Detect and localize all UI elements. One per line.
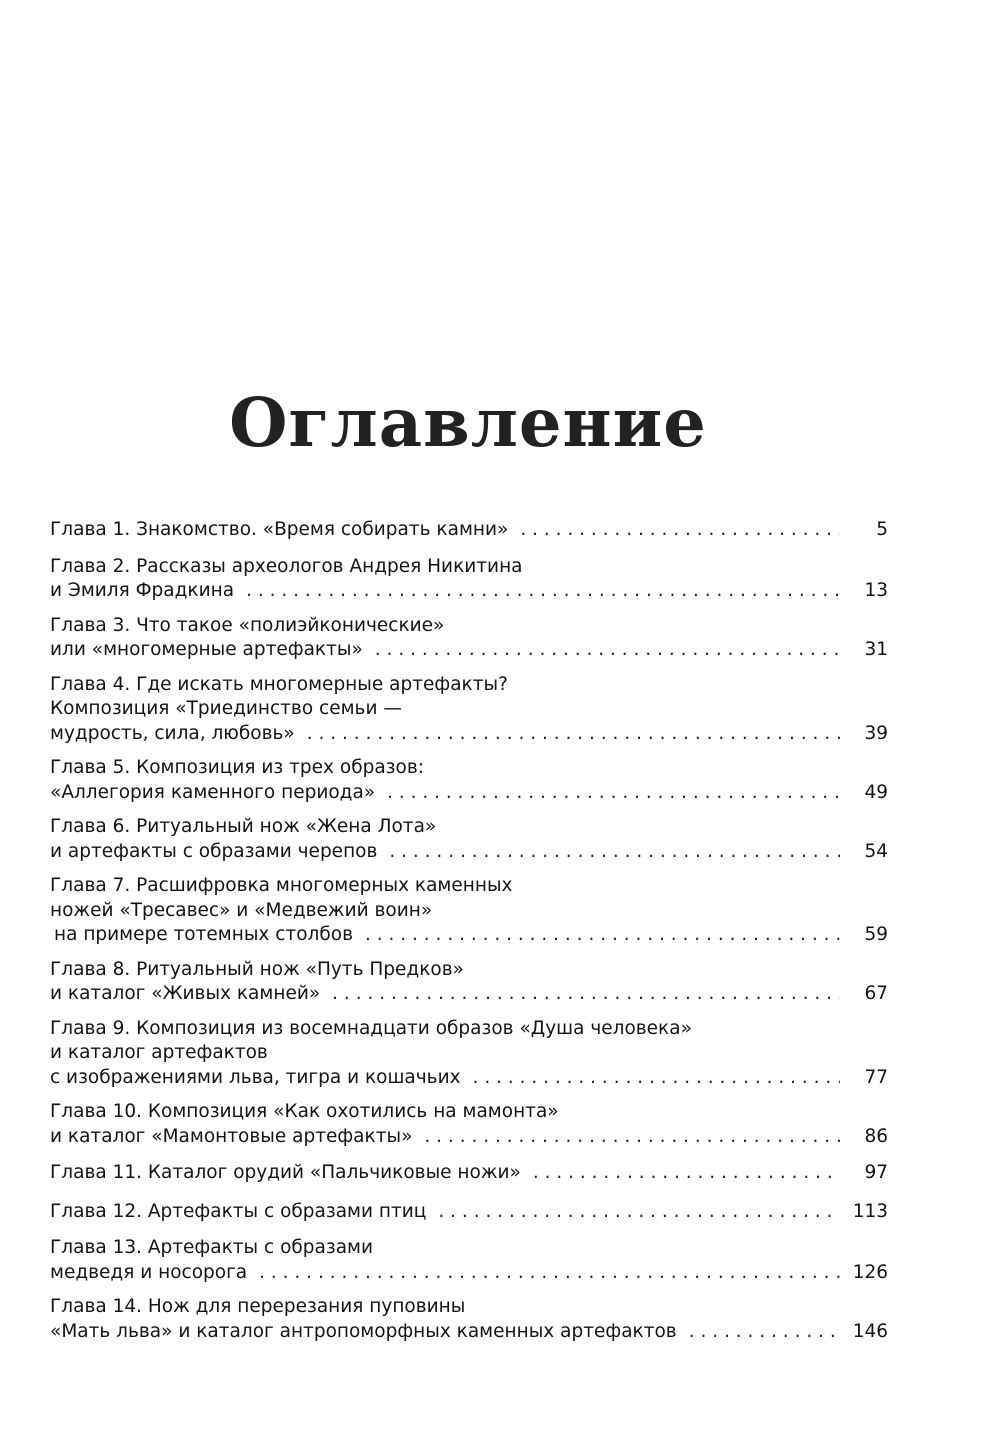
toc-entry-13: [50, 1236, 888, 1285]
toc-entry-text: Глава 6. Ритуальный нож «Жена Лота»: [50, 816, 437, 837]
toc-entry-text: Глава 12. Артефакты с образами птиц: [50, 1200, 427, 1222]
dot-leader: [307, 722, 840, 747]
toc-entry-text: Глава 14. Нож для перерезания пуповины: [50, 1296, 466, 1317]
toc-entry-text: Глава 5. Композиция из трех образов:: [50, 757, 424, 778]
toc-entry-page: 97: [864, 1162, 888, 1183]
dot-leader: [387, 781, 840, 806]
dot-leader: [424, 1125, 840, 1150]
toc-entry-text: Глава 13. Артефакты с образами: [50, 1237, 374, 1258]
dot-leader: [332, 982, 840, 1007]
toc-entry-text: медведя и носорога: [50, 1261, 248, 1283]
toc-entry-page: 146: [852, 1320, 888, 1342]
toc-entry-page: 13: [864, 580, 888, 601]
dot-leader: [438, 1200, 840, 1225]
dot-leader: [520, 518, 840, 543]
toc-entry-text: Композиция «Триединство семьи —: [50, 698, 402, 719]
toc-entry-3: [50, 614, 888, 663]
dot-leader: [246, 579, 840, 604]
toc-entry-text: Глава 7. Расшифровка многомерных каменных: [50, 875, 513, 896]
toc-entry-text: или «многомерные артефакты»: [50, 639, 363, 660]
toc-entry-text: Глава 4. Где искать многомерные артефакты?: [50, 673, 508, 695]
table-of-contents: [50, 516, 888, 1342]
toc-entry-text: «Мать льва» и каталог антропоморфных каменных артефактов: [50, 1320, 677, 1342]
toc-entry-page: 5: [876, 519, 888, 540]
toc-entry-page: 54: [864, 840, 888, 862]
dot-leader: [259, 1261, 840, 1286]
toc-entry-4: [50, 673, 888, 747]
dot-leader: [365, 923, 840, 948]
toc-entry-page: 126: [852, 1261, 888, 1283]
toc-entry-text: ножей «Тресавес» и «Медвежий воин»: [50, 899, 433, 921]
toc-entry-page: 86: [864, 1125, 888, 1147]
toc-entry-text: с изображениями льва, тигра и кошачьих: [50, 1066, 461, 1088]
toc-entry-text: и каталог «Живых камней»: [50, 983, 321, 1004]
toc-entry-2: [50, 555, 888, 604]
dot-leader: [533, 1161, 840, 1186]
toc-entry-text: «Аллегория каменного периода»: [50, 781, 376, 803]
dot-leader: [689, 1320, 840, 1345]
toc-entry-text: на примере тотемных столбов: [54, 924, 353, 945]
toc-entry-text: и каталог артефактов: [50, 1042, 268, 1063]
toc-entry-page: 77: [864, 1066, 888, 1088]
toc-entry-10: [50, 1100, 888, 1149]
toc-entry-text: Глава 11. Каталог орудий «Пальчиковые ножи»: [50, 1162, 521, 1183]
dot-leader: [473, 1066, 840, 1091]
dot-leader: [375, 638, 840, 663]
toc-entry-12: [50, 1200, 888, 1225]
toc-entry-page: 31: [864, 639, 888, 660]
toc-entry-11: [50, 1161, 888, 1186]
toc-entry-5: [50, 756, 888, 805]
dot-leader: [389, 840, 840, 865]
toc-entry-page: 39: [864, 722, 888, 744]
toc-entry-text: Глава 3. Что такое «полиэйконические»: [50, 614, 445, 636]
toc-entry-text: Глава 9. Композиция из восемнадцати образов «Душа человека»: [50, 1017, 692, 1039]
toc-entry-text: Глава 2. Рассказы археологов Андрея Никитина: [50, 555, 523, 577]
toc-entry-text: Глава 8. Ритуальный нож «Путь Предков»: [50, 958, 464, 980]
toc-entry-page: 59: [864, 924, 888, 945]
toc-entry-page: 67: [864, 983, 888, 1004]
toc-entry-14: [50, 1295, 888, 1344]
toc-entry-text: и Эмиля Фрадкина: [50, 580, 235, 601]
toc-entry-8: [50, 958, 888, 1007]
toc-entry-text: Глава 10. Композиция «Как охотились на мамонта»: [50, 1101, 559, 1122]
toc-entry-page: 49: [864, 781, 888, 803]
toc-entry-text: и каталог «Мамонтовые артефакты»: [50, 1125, 413, 1147]
toc-entry-page: 113: [852, 1200, 888, 1222]
toc-entry-7: [50, 874, 888, 948]
toc-entry-1: [50, 518, 888, 543]
toc-entry-text: и артефакты с образами черепов: [50, 840, 378, 862]
toc-entry-text: мудрость, сила, любовь»: [50, 722, 295, 744]
toc-entry-6: [50, 815, 888, 864]
page-title: Оглавление: [229, 383, 707, 462]
toc-entry-9: [50, 1017, 888, 1091]
toc-entry-text: Глава 1. Знакомство. «Время собирать камни»: [50, 519, 509, 540]
